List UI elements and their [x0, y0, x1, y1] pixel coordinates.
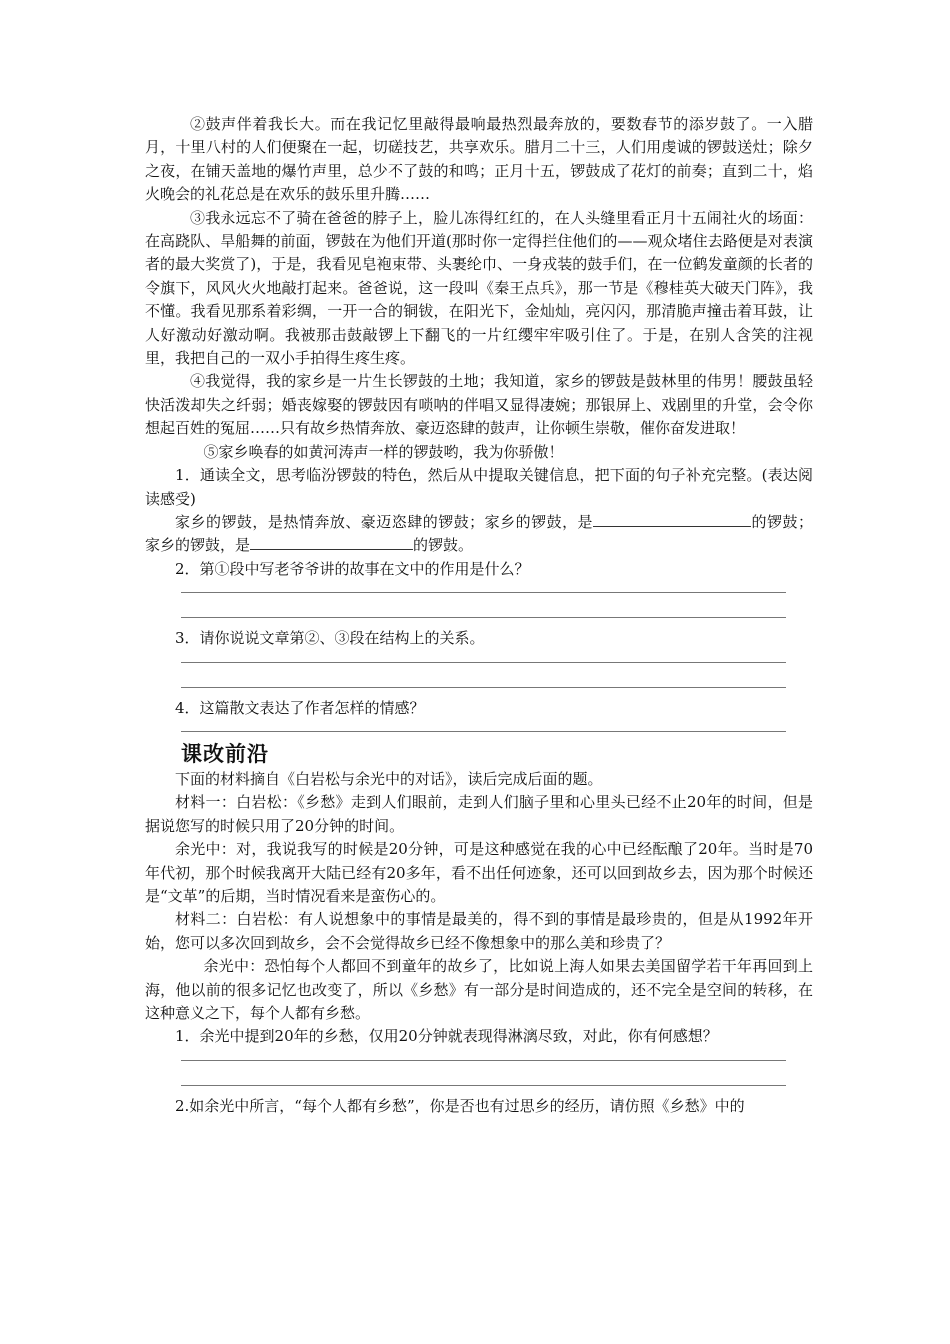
material-1-reply: 余光中：对，我说我写的时候是20分钟，可是这种感觉在我的心中已经酝酿了20年。当时是70年代初，那个时候我离开大陆已经有20多年，看不出任何迹象，还可以回到故乡去，因为那个时候还是“文革”的后期，当时情况看来是蛮伤心的。	[145, 840, 813, 905]
passage-paragraph-5: ⑤家乡唤春的如黄河涛声一样的锣鼓哟，我为你骄傲！	[203, 442, 564, 461]
section-heading: 课改前沿	[181, 741, 269, 766]
question-4: 4．这篇散文表达了作者怎样的情感？	[175, 698, 425, 717]
passage-paragraph-4: ④我觉得，我的家乡是一片生长锣鼓的土地；我知道，家乡的锣鼓是鼓林里的伟男！腰鼓虽轻快活泼却失之纤弱；婚丧嫁娶的锣鼓因有唢呐的伴唱又显得凄婉；那银屏上、戏剧里的升堂，会令你想起百姓的冤屈……只有故乡热情奔放、豪迈恣肆的鼓声，让你顿生崇敬，催你奋发进取！	[145, 372, 813, 438]
question-2: 2．第①段中写老爷爷讲的故事在文中的作用是什么？	[175, 559, 530, 578]
section-intro: 下面的材料摘自《白岩松与余光中的对话》，读后完成后面的题。	[175, 769, 603, 788]
answer-line[interactable]	[181, 617, 786, 618]
material-2-reply: 余光中：恐怕每个人都回不到童年的故乡了，比如说上海人如果去美国留学若干年再回到上海，他以前的很多记忆也改变了，所以《乡愁》有一部分是时间造成的，还不完全是空间的转移，在这种意义之下，每个人都有乡愁。	[145, 957, 813, 1022]
passage-paragraph-2: ②鼓声伴着我长大。而在我记忆里敲得最响最热烈最奔放的，要数春节的添岁鼓了。一入腊月，十里八村的人们便聚在一起，切磋技艺，共享欢乐。腊月二十三，人们用虔诚的锣鼓送灶；除夕之夜，在铺天盖地的爆竹声里，总少不了鼓的和鸣；正月十五，锣鼓成了花灯的前奏；直到二十，焰火晚会的礼花总是在欢乐的鼓乐里升腾……	[145, 115, 813, 204]
answer-line[interactable]	[181, 1085, 786, 1086]
question-1: 1．通读全文，思考临汾锣鼓的特色，然后从中提取关键信息，把下面的句子补充完整。(表达阅读感受)	[145, 466, 813, 508]
material-1: 材料一：白岩松：《乡愁》走到人们眼前，走到人们脑子里和心里头已经不止20年的时间，但是据说您写的时候只用了20分钟的时间。	[145, 793, 813, 835]
question-3: 3．请你说说文章第②、③段在结构上的关系。	[175, 629, 485, 648]
passage-paragraph-3: ③我永远忘不了骑在爸爸的脖子上，脸儿冻得红红的，在人头缝里看正月十五闹社火的场面：在高跷队、旱船舞的前面，锣鼓在为他们开道(那时你一定得拦住他们的——观众堵住去路便是对表演者的最大奖赏了)，于是，我看见皂袍束带、头裹纶巾、一身戎装的鼓手们，在一位鹤发童颜的长者的令旗下，风风火火地敲打起来。爸爸说，这一段叫《秦王点兵》，那一节是《穆桂英大破天门阵》，我不懂。我看见那系着彩绸，一开一合的铜钹，在阳光下，金灿灿，亮闪闪，那清脆声撞击着耳鼓，让人好激动好激动啊。我被那击鼓敲锣上下翻飞的一片红缨牢牢吸引住了。于是，在别人含笑的注视里，我把自己的一双小手拍得生疼生疼。	[145, 208, 813, 368]
fill-text-b: 的锣鼓；家乡的锣鼓，是	[145, 512, 813, 555]
fill-text-a: 家乡的锣鼓，是热情奔放、豪迈恣肆的锣鼓；家乡的锣鼓，是	[175, 512, 594, 531]
answer-line[interactable]	[181, 687, 786, 688]
answer-line[interactable]	[181, 1060, 786, 1061]
document-page	[145, 113, 813, 1118]
answer-line[interactable]	[181, 731, 786, 732]
question-1-fill-sentence	[145, 511, 813, 558]
material-2: 材料二：白岩松：有人说想象中的事情是最美的，得不到的事情是最珍贵的，但是从1992年开始，您可以多次回到故乡，会不会觉得故乡已经不像想象中的那么美和珍贵了？	[145, 910, 813, 952]
section-question-1: 1．余光中提到20年的乡愁，仅用20分钟就表现得淋漓尽致，对此，你有何感想？	[175, 1027, 718, 1046]
fill-text-c: 的锣鼓。	[413, 536, 474, 555]
answer-line[interactable]	[181, 662, 786, 663]
answer-line[interactable]	[181, 592, 786, 593]
answer-blank-2[interactable]	[250, 535, 413, 550]
section-question-2: 2.如余光中所言，“每个人都有乡愁”，你是否也有过思乡的经历，请仿照《乡愁》中的	[175, 1096, 745, 1115]
answer-blank-1[interactable]	[593, 512, 751, 527]
